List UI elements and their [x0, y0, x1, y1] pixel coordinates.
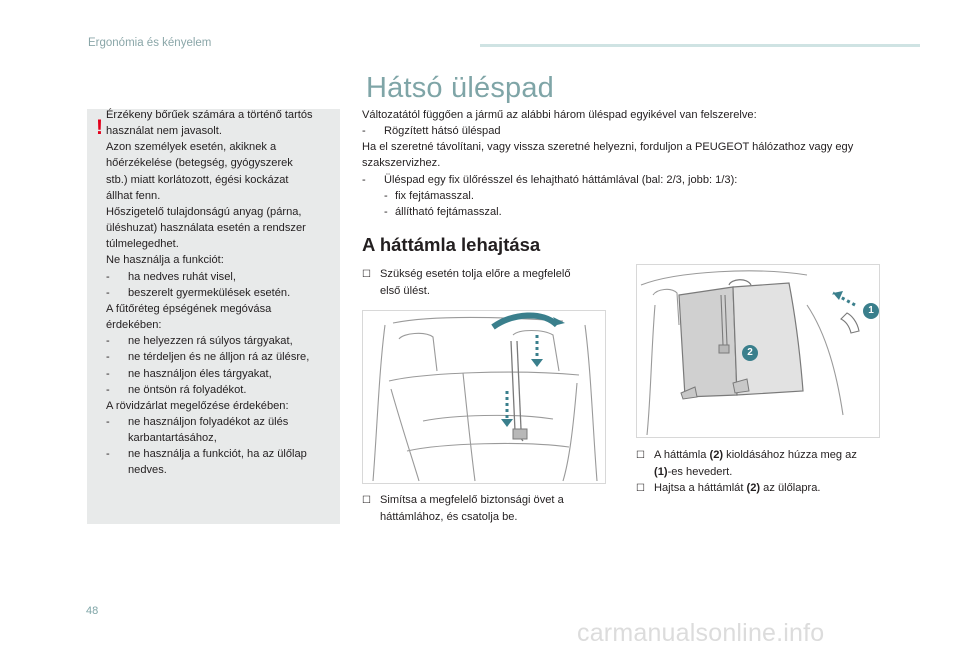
step-3-4 — [636, 447, 896, 497]
rear-seat-belt-illustration — [362, 310, 606, 484]
warning-line: üléshuzat) használata esetén a rendszer — [106, 222, 306, 235]
warning-line: használat nem javasolt. — [106, 125, 222, 138]
backrest-folding-illustration — [636, 264, 880, 438]
callout-badge-1: 1 — [863, 303, 879, 319]
exclamation-mark-icon: ! — [96, 116, 103, 139]
step-4: ☐ Hajtsa a háttámlát (2) az ülőlapra. — [636, 480, 896, 497]
intro-line: szakszervizhez. — [362, 157, 441, 170]
warning-line: A fűtőréteg épségének megóvása — [106, 302, 272, 315]
intro-list-item: - Rögzített hátsó üléspad — [362, 125, 501, 138]
warning-list-item: - ne helyezzen rá súlyos tárgyakat, — [106, 335, 293, 348]
warning-list-item: - ne használja a funkciót, ha az ülőlap — [106, 448, 307, 461]
checkbox-icon: ☐ — [636, 450, 645, 461]
warning-list-item: - ne használjon éles tárgyakat, — [106, 367, 272, 380]
warning-line: érdekében: — [106, 319, 162, 332]
warning-list-item-cont: nedves. — [128, 464, 167, 477]
intro-sub-item: - fix fejtámasszal. — [384, 189, 474, 202]
step-2: ☐ Simítsa a megfelelő biztonsági övet a háttámlához, és csatolja be. — [362, 494, 564, 524]
step-3-cont: (1)-es hevedert. — [654, 466, 733, 479]
warning-line: stb.) miatt korlátozott, égési kockázat — [106, 173, 289, 186]
warning-line: Hőszigetelő tulajdonságú anyag (párna, — [106, 205, 302, 218]
intro-text — [362, 107, 902, 220]
intro-line: Változatától függően a jármű az alábbi három üléspad egyikével van felszerelve: — [362, 109, 757, 121]
warning-line: túlmelegedhet. — [106, 238, 179, 251]
warning-list-item-cont: karbantartásához, — [128, 432, 217, 445]
intro-list-item: - Üléspad egy fix ülőrésszel és lehajtható háttámlával (bal: 2/3, jobb: 1/3): — [362, 173, 738, 186]
step-1: ☐ Szükség esetén tolja előre a megfelelő első ülést. — [362, 268, 571, 298]
header-accent-bar — [480, 44, 920, 47]
warning-line: Ne használja a funkciót: — [106, 254, 224, 267]
checkbox-icon: ☐ — [636, 483, 645, 495]
page-number: 48 — [86, 605, 99, 617]
warning-list-item: - ne öntsön rá folyadékot. — [106, 383, 247, 396]
warning-line: állhat fenn. — [106, 189, 161, 202]
checkbox-icon: ☐ — [362, 495, 371, 506]
warning-line: hőérzékelése (betegség, gyógyszerek — [106, 157, 293, 170]
warning-list-item: - ne térdeljen és ne álljon rá az ülésre, — [106, 351, 310, 364]
section-subtitle: A háttámla lehajtása — [362, 234, 541, 255]
intro-line: Ha el szeretné távolítani, vagy vissza szeretné helyezni, forduljon a PEUGEOT hálózathoz vagy egy — [362, 141, 854, 154]
section-title: Ergonómia és kényelem — [88, 37, 212, 49]
intro-sub-item: - állítható fejtámasszal. — [384, 205, 502, 218]
warning-text — [106, 107, 334, 479]
watermark: carmanualsonline.info — [577, 619, 825, 647]
callout-badge-2: 2 — [742, 345, 758, 361]
warning-line: Azon személyek esetén, akiknek a — [106, 141, 277, 154]
warning-line: Érzékeny bőrűek számára a történő tartós — [106, 109, 313, 121]
warning-list-item: - beszerelt gyermekülések esetén. — [106, 286, 291, 299]
step-3: ☐ A háttámla (2) kioldásához húzza meg az — [636, 447, 896, 464]
warning-line: A rövidzárlat megelőzése érdekében: — [106, 399, 289, 412]
warning-list-item: - ha nedves ruhát visel, — [106, 270, 236, 283]
page-title: Hátsó üléspad — [366, 72, 554, 104]
checkbox-icon: ☐ — [362, 269, 371, 280]
warning-list-item: - ne használjon folyadékot az ülés — [106, 415, 289, 428]
